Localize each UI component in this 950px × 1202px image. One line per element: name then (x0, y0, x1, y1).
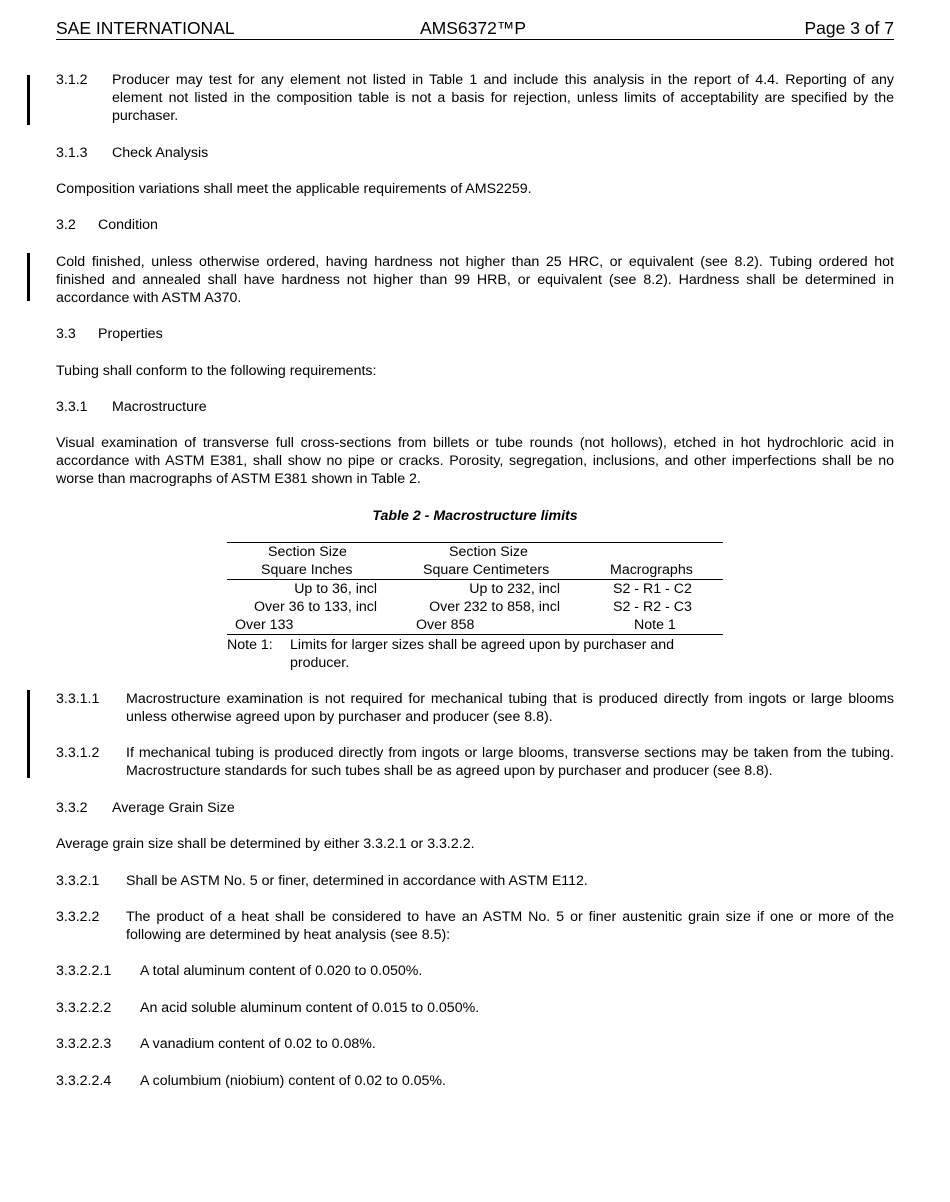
section-3-3-2-text: Average grain size shall be determined by either 3.3.2.1 or 3.3.2.2. (56, 836, 475, 852)
section-text: A vanadium content of 0.02 to 0.08%. (140, 1036, 376, 1052)
section-title: Macrostructure (112, 399, 207, 415)
section-3-3-2-2-1 (56, 962, 894, 980)
table-header-row (227, 561, 723, 580)
section-3-1-3-heading (56, 144, 894, 162)
section-text: Macrostructure examination is not required for mechanical tubing that is produced directly from ingots or large blooms unless otherwise agreed upon by purchaser and producer (see 8.8). (126, 691, 894, 725)
section-title: Average Grain Size (112, 800, 235, 816)
section-number: 3.3.2.1 (56, 873, 100, 889)
section-number: 3.2 (56, 217, 76, 233)
section-3-3-1-text: Visual examination of transverse full cross-sections from billets or tube rounds (not hollows), etched in hot hydrochloric acid in accordance with ASTM E381, shall show no pipe or cracks. Porosity, segregation, inclusions, and other imperfections shall be no worse than macrographs of ASTM E381 shown in Table 2. (56, 435, 894, 487)
table-header-row (227, 542, 723, 561)
section-3-3-1-heading (56, 398, 894, 416)
change-bar (27, 75, 30, 125)
section-number: 3.3.1 (56, 399, 88, 415)
table-cell: S2 - R1 - C2 (613, 581, 692, 597)
table-row (227, 598, 723, 616)
table-note (227, 636, 723, 672)
section-number: 3.3.2.2.4 (56, 1073, 112, 1089)
section-number: 3.3.2.2.3 (56, 1036, 112, 1052)
section-3-2-heading (56, 216, 894, 234)
section-text: If mechanical tubing is produced directly from ingots or large blooms, transverse sections may be taken from the tubing. Macrostructure standards for such tubes shall be as agreed upon by purchaser and producer (see 8.8). (126, 745, 894, 779)
section-title: Check Analysis (112, 145, 209, 161)
table-cell: Note 1 (634, 617, 676, 633)
change-bar (27, 253, 30, 301)
section-3-3-1-1 (56, 690, 894, 726)
section-text: Producer may test for any element not listed in Table 1 and include this analysis in the report of 4.4. Reporting of any element not listed in the composition table is not a basis for rejection, unless limits of acceptability are specified by the purchaser. (112, 72, 894, 124)
table-header-cell: Macrographs (610, 562, 693, 578)
section-3-2-text: Cold finished, unless otherwise ordered, having hardness not higher than 25 HRC, or equivalent (see 8.2). Tubing ordered hot finished and annealed shall have hardness not higher than 99 HRB, or equivalent (see 8.2). Hardness shall be determined in accordance with ASTM A370. (56, 254, 894, 306)
section-text: A columbium (niobium) content of 0.02 to 0.05%. (140, 1073, 446, 1089)
section-number: 3.3 (56, 326, 76, 342)
table-cell: Over 858 (416, 617, 475, 633)
header-page-number: Page 3 of 7 (804, 18, 894, 38)
macrostructure-table (227, 542, 723, 672)
header-doc-number: AMS6372™P (420, 18, 527, 38)
section-3-3-2-2 (56, 908, 894, 944)
table-note-text: Limits for larger sizes shall be agreed upon by purchaser and producer. (290, 637, 675, 671)
section-title: Properties (98, 326, 163, 342)
section-number: 3.3.2.2.1 (56, 963, 112, 979)
table-row (227, 616, 723, 635)
table-header-cell: Section Size (268, 544, 347, 560)
section-text: The product of a heat shall be considered to have an ASTM No. 5 or finer austenitic grain size if one or more of the following are determined by heat analysis (see 8.5): (126, 909, 894, 943)
section-number: 3.3.2.2.2 (56, 1000, 112, 1016)
table-cell: Up to 36, incl (294, 581, 377, 597)
table-cell: Over 133 (235, 617, 294, 633)
table-header-cell: Square Inches (261, 562, 353, 578)
page-header (56, 17, 894, 40)
section-3-3-2-heading (56, 799, 894, 817)
section-number: 3.3.1.1 (56, 691, 100, 707)
table-row (227, 580, 723, 598)
section-3-3-2-1 (56, 872, 894, 890)
table-header-cell: Square Centimeters (423, 562, 550, 578)
table-cell: Over 232 to 858, incl (429, 599, 560, 615)
section-number: 3.1.3 (56, 145, 88, 161)
table-header-cell: Section Size (449, 544, 528, 560)
section-3-1-3-text: Composition variations shall meet the applicable requirements of AMS2259. (56, 181, 532, 197)
table-cell: Up to 232, incl (469, 581, 560, 597)
section-text: Shall be ASTM No. 5 or finer, determined in accordance with ASTM E112. (126, 873, 588, 889)
section-title: Condition (98, 217, 158, 233)
table-caption: Table 2 - Macrostructure limits (372, 508, 578, 524)
table-note-label: Note 1: (227, 637, 273, 653)
section-number: 3.3.1.2 (56, 745, 100, 761)
section-3-3-text: Tubing shall conform to the following requirements: (56, 363, 377, 379)
change-bar (27, 690, 30, 778)
header-org: SAE INTERNATIONAL (56, 18, 235, 38)
section-text: An acid soluble aluminum content of 0.015 to 0.050%. (140, 1000, 480, 1016)
section-3-3-1-2 (56, 744, 894, 780)
section-3-3-2-2-2 (56, 999, 894, 1017)
table-cell: S2 - R2 - C3 (613, 599, 692, 615)
section-number: 3.1.2 (56, 72, 88, 88)
section-3-3-heading (56, 325, 894, 343)
section-number: 3.3.2.2 (56, 909, 100, 925)
table-cell: Over 36 to 133, incl (253, 599, 377, 615)
section-3-3-2-2-4 (56, 1072, 894, 1090)
section-text: A total aluminum content of 0.020 to 0.050%. (140, 963, 423, 979)
section-3-1-2 (56, 71, 894, 125)
section-3-3-2-2-3 (56, 1035, 894, 1053)
section-number: 3.3.2 (56, 800, 88, 816)
